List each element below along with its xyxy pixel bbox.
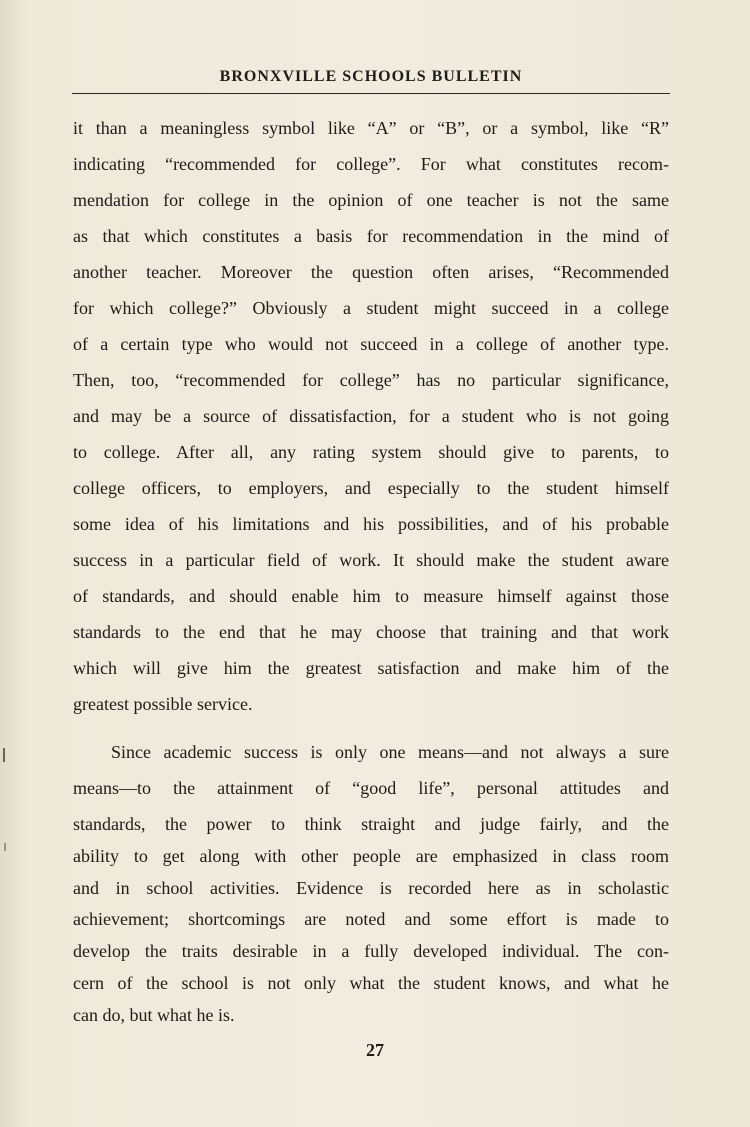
header-rule [72, 93, 670, 94]
text-line: means—to the attainment of “good life”, personal attitudes and [73, 778, 669, 798]
text-line: it than a meaningless symbol like “A” or “B”, or a symbol, like “R” [73, 118, 669, 138]
text-line: and in school activities. Evidence is recorded here as in scholastic [73, 878, 669, 898]
text-line: develop the traits desirable in a fully developed individual. The con- [73, 941, 669, 961]
text-line: some idea of his limitations and his possibilities, and of his probable [73, 514, 669, 534]
text-line: for which college?” Obviously a student might succeed in a college [73, 298, 669, 318]
text-line: standards, the power to think straight and judge fairly, and the [73, 814, 669, 834]
text-line: indicating “recommended for college”. For what constitutes recom- [73, 154, 669, 174]
page-number: 27 [366, 1040, 384, 1060]
text-line: another teacher. Moreover the question often arises, “Recommended [73, 262, 669, 282]
running-header: BRONXVILLE SCHOOLS BULLETIN [219, 68, 523, 85]
text-line: to college. After all, any rating system should give to parents, to [73, 442, 669, 462]
text-line: of standards, and should enable him to measure himself against those [73, 586, 669, 606]
text-line: and may be a source of dissatisfaction, for a student who is not going [73, 406, 669, 426]
binding-mark [3, 748, 5, 762]
text-line: which will give him the greatest satisfaction and make him of the [73, 658, 669, 678]
text-line: standards to the end that he may choose that training and that work [73, 622, 669, 642]
text-line: greatest possible service. [73, 694, 253, 714]
text-line: as that which constitutes a basis for recommendation in the mind of [73, 226, 669, 246]
binding-mark [4, 843, 6, 851]
text-line: Then, too, “recommended for college” has no particular significance, [73, 370, 669, 390]
text-line: ability to get along with other people are emphasized in class room [73, 846, 669, 866]
text-line: success in a particular field of work. It should make the student aware [73, 550, 669, 570]
text-line: college officers, to employers, and especially to the student himself [73, 478, 669, 498]
text-line: mendation for college in the opinion of one teacher is not the same [73, 190, 669, 210]
text-line: of a certain type who would not succeed in a college of another type. [73, 334, 669, 354]
text-line: can do, but what he is. [73, 1005, 235, 1025]
text-line: cern of the school is not only what the student knows, and what he [73, 973, 669, 993]
text-line: achievement; shortcomings are noted and some effort is made to [73, 909, 669, 929]
text-line: Since academic success is only one means—and not always a sure [111, 742, 669, 762]
